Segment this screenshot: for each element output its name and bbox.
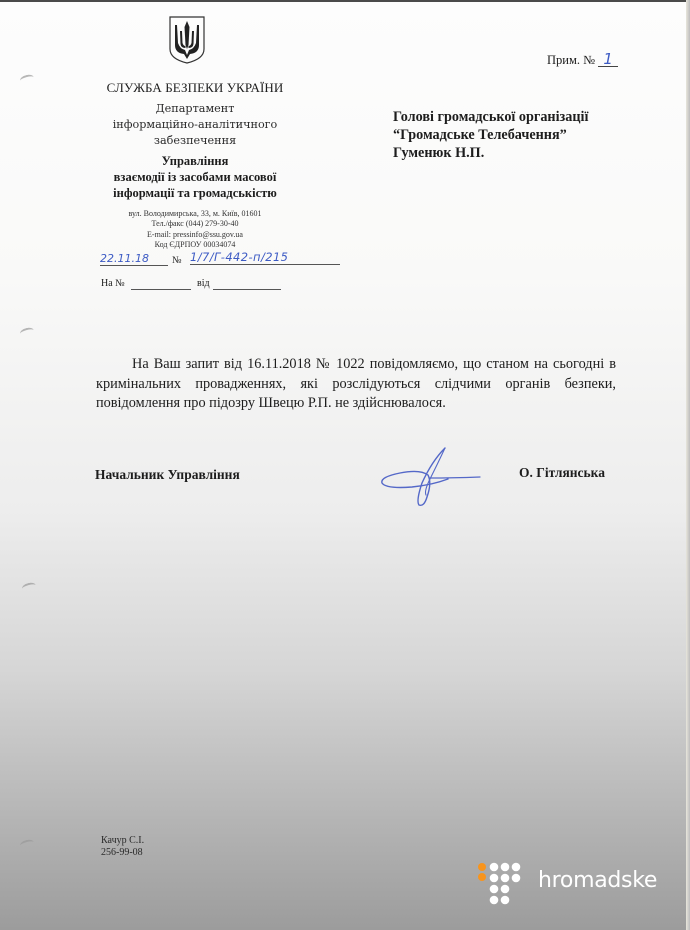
registration-number-label: № <box>172 255 182 266</box>
trident-emblem-icon <box>168 15 206 65</box>
unit-line: Управління <box>161 154 229 168</box>
contact-address: вул. Володимирська, 33, м. Київ, 01601 <box>128 209 262 218</box>
contact-email: E-mail: pressinfo@ssu.gov.ua <box>147 229 243 239</box>
organization-name: СЛУЖБА БЕЗПЕКИ УКРАЇНИ <box>106 80 284 95</box>
addressee-line: Голові громадської організації <box>393 109 589 125</box>
letter-body <box>96 355 616 414</box>
executor-info <box>101 835 144 859</box>
signer-title: Начальник Управління <box>95 467 240 482</box>
scan-right-edge <box>686 0 690 930</box>
executor-name: Качур С.І. <box>101 835 145 846</box>
unit-line: взаємодії із засобами масової <box>113 170 277 184</box>
hromadske-dots-icon <box>477 862 533 906</box>
scan-artifact <box>19 73 35 84</box>
hromadske-wordmark: hromadske <box>538 868 658 893</box>
department-line: інформаційно-аналітичного <box>112 118 278 131</box>
unit-line: інформації та громадськістю <box>113 186 277 200</box>
registration-number: 1/7/Г-442-п/215 <box>190 250 340 265</box>
incoming-date-blank <box>213 289 281 290</box>
scan-artifact <box>19 326 35 337</box>
registration-date: 22.11.18 <box>100 252 168 266</box>
scan-top-border <box>0 0 690 2</box>
addressee-line: Гуменюк Н.П. <box>393 145 485 161</box>
incoming-reference-line <box>101 278 291 292</box>
department-name <box>80 101 310 149</box>
copy-number-label: Прим. № <box>547 53 596 67</box>
scan-artifact <box>21 581 37 592</box>
contact-phone: Тел./факс (044) 279-30-40 <box>151 219 239 229</box>
copy-number <box>547 50 618 68</box>
addressee-line: “Громадське Телебачення” <box>393 127 567 143</box>
hromadske-watermark-logo <box>477 862 677 906</box>
addressee-block <box>393 108 588 162</box>
registration-line <box>98 252 358 270</box>
handwritten-signature <box>372 443 492 511</box>
scan-artifact <box>19 838 35 849</box>
incoming-from-label: від <box>197 278 210 289</box>
executor-phone: 256-99-08 <box>101 847 143 858</box>
letter-body-text: На Ваш запит від 16.11.2018 № 1022 повідомляємо, що станом на сьогодні в кримінальних провадженнях, які розслідуються слідчими органів безпеки, повідомлення про підозру Швецю Р.П. не здійснювалося. <box>96 356 616 411</box>
department-line: Департамент <box>155 102 235 115</box>
copy-number-value: 1 <box>598 53 618 67</box>
department-line: забезпечення <box>153 134 237 147</box>
contact-info <box>80 209 310 250</box>
signer-name: О. Гітлянська <box>519 465 605 480</box>
contact-edrpou: Код ЄДРПОУ 00034074 <box>154 239 236 249</box>
incoming-number-label: На № <box>101 278 125 289</box>
unit-name <box>80 153 310 201</box>
incoming-number-blank <box>131 289 191 290</box>
